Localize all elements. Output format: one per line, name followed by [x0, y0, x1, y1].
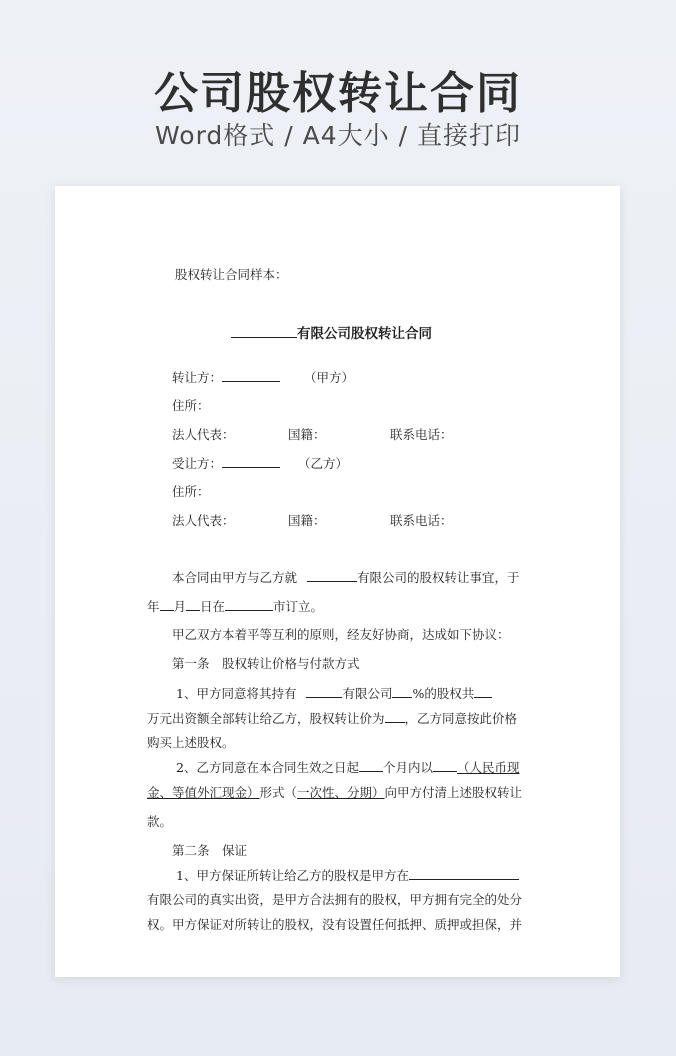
transferor-rep-line: 法人代表： 国籍： 联系电话：	[172, 427, 453, 442]
art2-p1-line3: 权。甲方保证对所转让的股权，没有设置任何抵押、质押或担保，并	[147, 917, 523, 932]
company-name-blank	[231, 324, 297, 338]
intro-line-1: 本合同由甲方与乙方就 有限公司的股权转让事宜，于	[172, 570, 520, 585]
company-blank	[307, 568, 357, 582]
art1-p2-line2: 金、等值外汇现金）形式（一次性、分期）向甲方付清上述股权转让	[147, 785, 523, 800]
transferee-line: 受让方： （乙方）	[172, 456, 349, 471]
art1-p1-line1: 1、甲方同意将其持有 有限公司 %的股权共	[176, 684, 492, 703]
article-1-title: 第一条 股权转让价格与付款方式	[172, 656, 360, 671]
transferee-blank	[222, 454, 280, 468]
currency-blank	[433, 758, 457, 772]
company-blank	[306, 684, 342, 698]
art2-p1-line2: 有限公司的真实出资，是甲方合法拥有的股权，甲方拥有完全的处分	[147, 892, 523, 907]
hero-subtitle: Word格式 / A4大小 / 直接打印	[155, 121, 521, 150]
art1-p1-line2: 万元出资额全部转让给乙方，股权转让价为 ，乙方同意按此价格	[147, 711, 518, 726]
transferor-blank	[222, 368, 280, 382]
transferee-rep-line: 法人代表： 国籍： 联系电话：	[172, 513, 453, 528]
company-blank-long	[409, 866, 519, 880]
intro-line-2: 年 月 日在 市订立。	[147, 599, 324, 614]
day-blank	[186, 597, 200, 611]
article-2-title: 第二条 保证	[172, 843, 248, 858]
transferee-address: 住所：	[172, 484, 210, 499]
document-page	[55, 186, 620, 977]
art2-p1-line1: 1、甲方保证所转让给乙方的股权是甲方在	[176, 866, 519, 885]
intro-line-3: 甲乙双方本着平等互利的原则，经友好协商，达成如下协议：	[172, 627, 510, 642]
hero-title: 公司股权转让合同	[154, 68, 522, 119]
city-blank	[225, 597, 273, 611]
months-blank	[359, 758, 383, 772]
art1-p2-line3: 款。	[147, 814, 173, 829]
amount-blank	[474, 684, 492, 698]
sample-label: 股权转让合同样本：	[175, 267, 288, 282]
transferor-address: 住所：	[172, 398, 210, 413]
percent-blank	[392, 684, 412, 698]
art1-p2-line1: 2、乙方同意在本合同生效之日起 个月内以 （人民币现	[176, 760, 520, 775]
price-blank	[385, 709, 405, 723]
transferor-line: 转让方： （甲方）	[172, 370, 355, 385]
month-blank	[160, 597, 174, 611]
art1-p1-line3: 购买上述股权。	[147, 735, 235, 750]
contract-title: 有限公司股权转让合同	[231, 324, 432, 343]
